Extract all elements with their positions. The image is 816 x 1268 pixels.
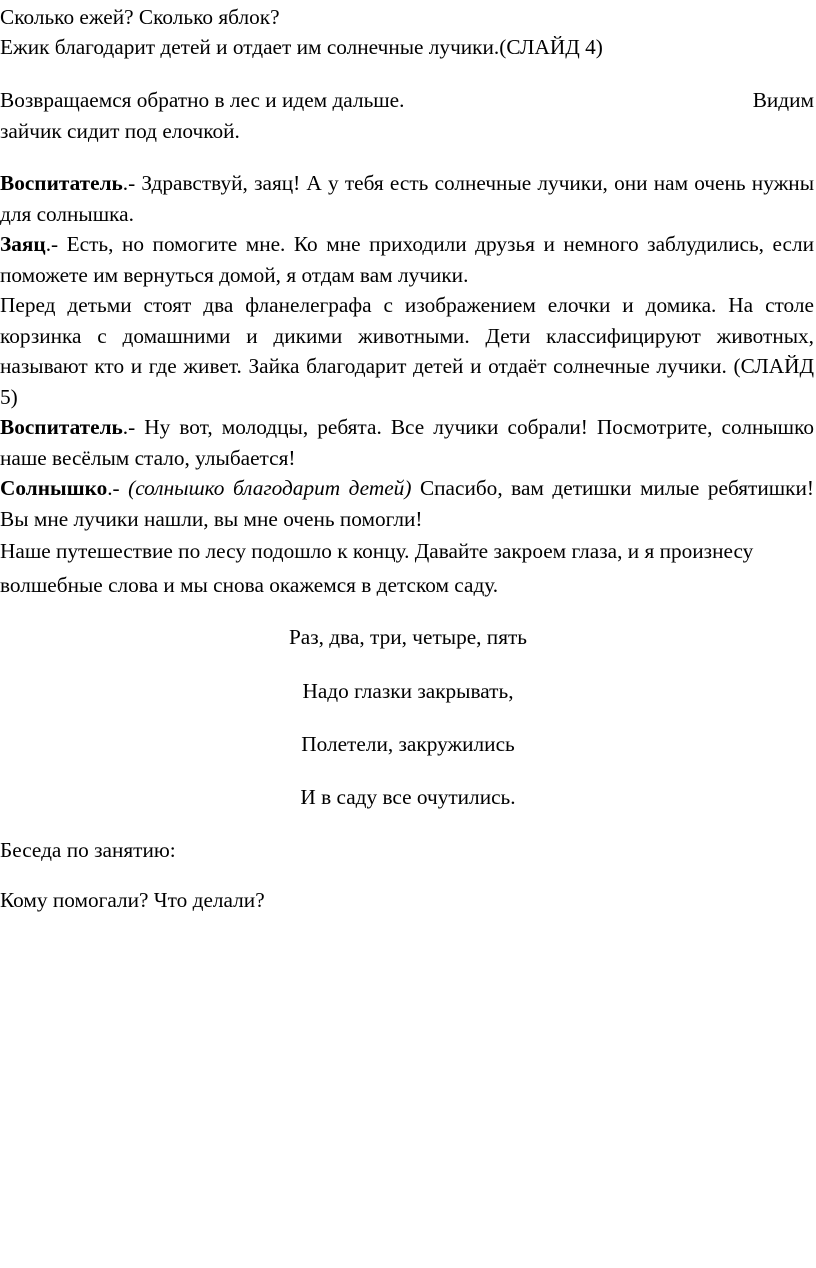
back-text-see: Видим xyxy=(752,88,814,112)
poem-line-3: Полетели, закружились xyxy=(301,732,515,756)
dialog-text: Ну вот, молодцы, ребята. Все лучики собрали! Посмотрите, солнышко наше весёлым стало, улыбается! xyxy=(0,415,814,470)
dialog-teacher-1 xyxy=(0,168,814,229)
back-to-forest-paragraph xyxy=(0,85,814,146)
dialog-text: Здравствуй, заяц! А у тебя есть солнечные лучики, они нам очень нужны для солнышка. xyxy=(0,171,814,226)
dialog-hare xyxy=(0,229,814,290)
dialog-teacher-2 xyxy=(0,412,814,473)
back-line-2: зайчик сидит под елочкой. xyxy=(0,118,240,143)
poem-line-2: Надо глазки закрывать, xyxy=(302,679,514,703)
intro-line-1: Сколько ежей? Сколько яблок? xyxy=(0,5,280,29)
back-text-start: Возвращаемся обратно в лес и идем дальше. xyxy=(0,88,405,112)
speaker-dash: .- xyxy=(45,232,59,256)
journey-paragraph: Наше путешествие по лесу подошло к концу. Давайте закроем глаза, и я произнесу волшебные слова и мы снова окажемся в детском саду. xyxy=(0,539,754,597)
poem-line-1: Раз, два, три, четыре, пять xyxy=(288,625,528,649)
speaker-dash: .- xyxy=(107,476,120,500)
dialog-text: Есть, но помогите мне. Ко мне приходили друзья и немного заблудились, если поможете им вернуться домой, я отдам вам лучики. xyxy=(0,232,814,287)
poem-line-4: И в саду все очутились. xyxy=(300,785,516,809)
dialog-narration: Перед детьми стоят два фланелеграфа с изображением елочки и домика. На столе корзинка с домашними и дикими животными. Дети классифицируют животных, называют кто и где живет. Зайка благодарит детей и отдаёт солнечные лучики. (СЛАЙД 5) xyxy=(0,293,814,409)
dialog-section xyxy=(0,168,814,534)
intro-line-2: Ежик благодарит детей и отдает им солнечные лучики.(СЛАЙД 4) xyxy=(0,35,603,59)
discussion-heading: Беседа по занятию: xyxy=(0,838,176,862)
dialog-sun xyxy=(0,473,814,534)
speaker-hare: Заяц xyxy=(0,232,46,256)
speaker-dash: .- xyxy=(122,171,136,195)
speaker-sun: Солнышко xyxy=(0,476,108,500)
discussion-question: Кому помогали? Что делали? xyxy=(0,888,265,912)
dialog-text: Спасибо, вам детишки милые ребятишки! Вы мне лучики нашли, вы мне очень помогли! xyxy=(0,476,814,531)
speaker-dash: .- xyxy=(122,415,136,439)
back-line-1 xyxy=(0,85,814,116)
stage-direction: (солнышко благодарит детей) xyxy=(119,476,412,500)
speaker-teacher: Воспитатель xyxy=(0,171,123,195)
speaker-teacher: Воспитатель xyxy=(0,415,123,439)
